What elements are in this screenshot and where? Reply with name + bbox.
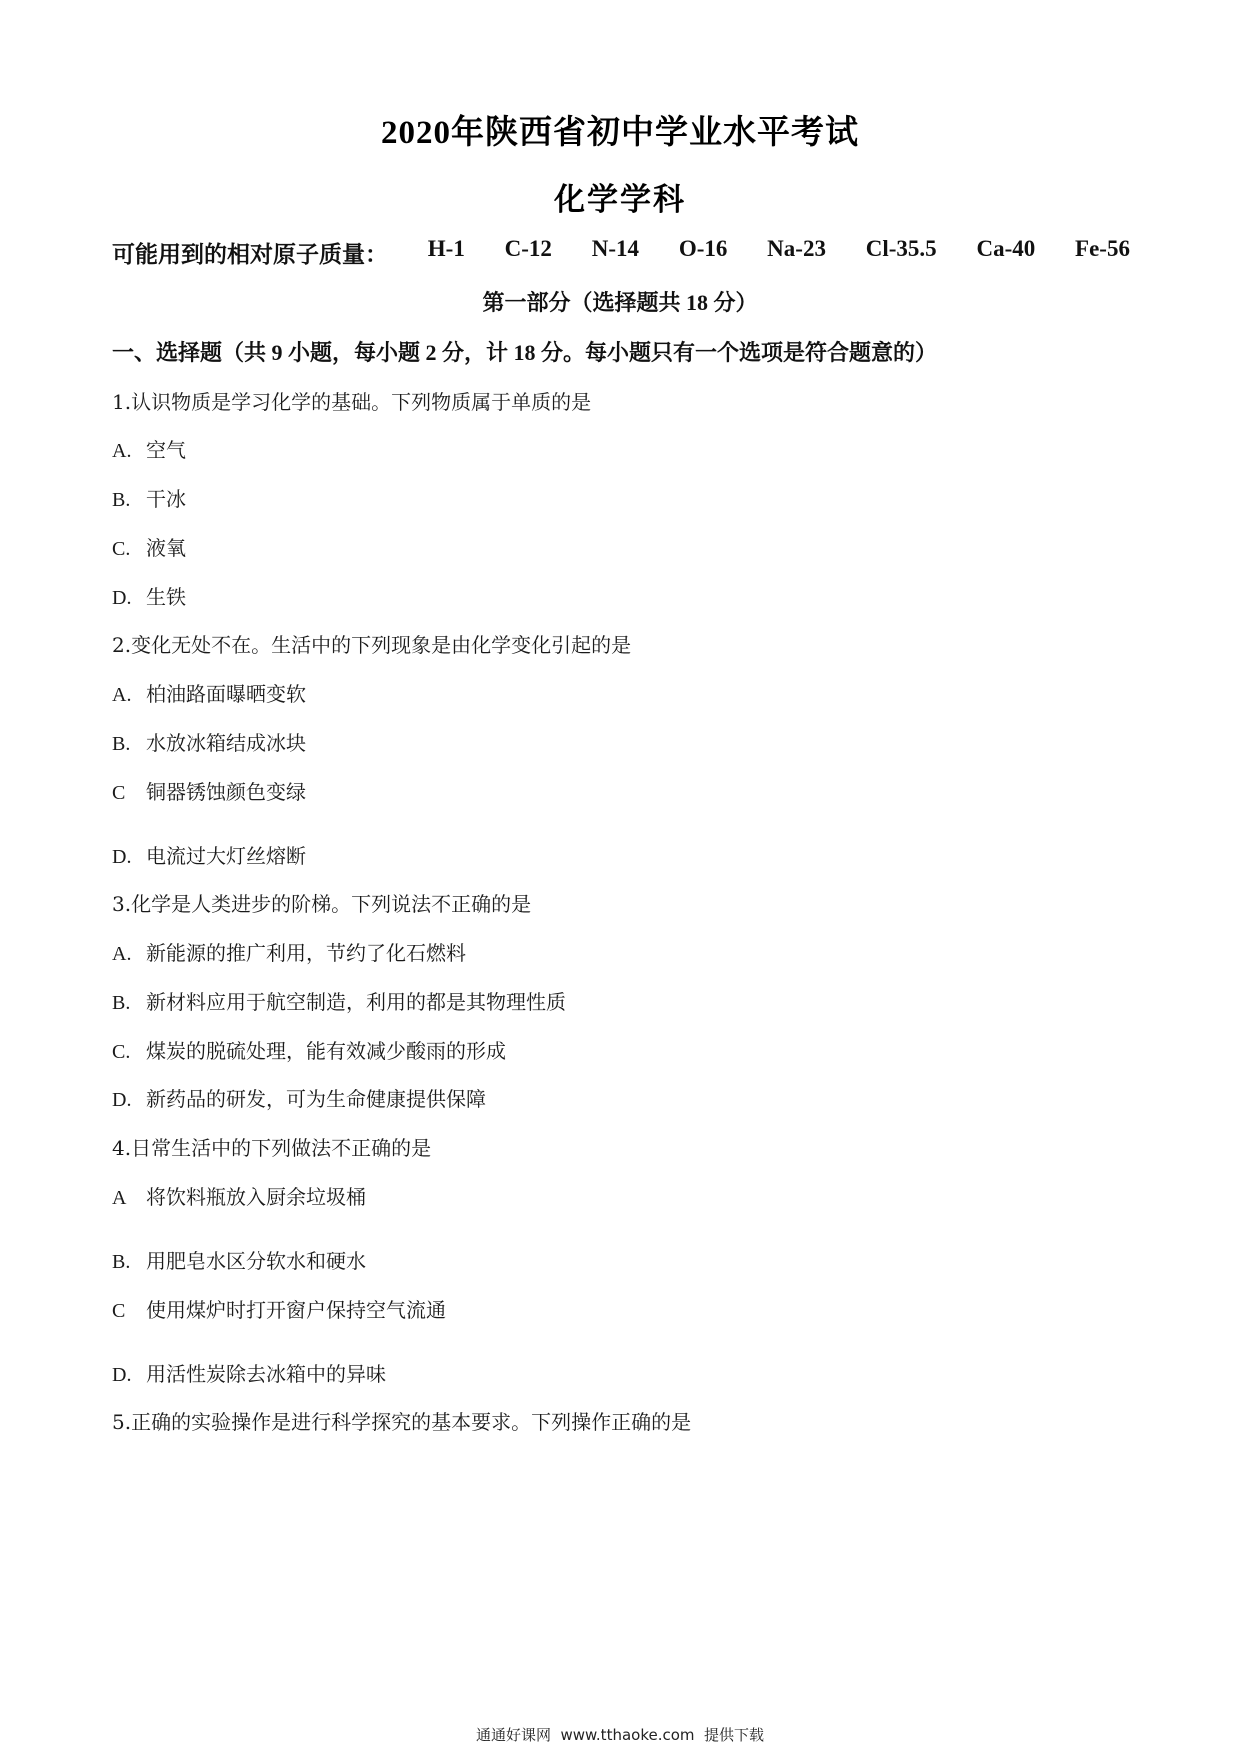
question-stem: 4.日常生活中的下列做法不正确的是	[112, 1136, 432, 1160]
option-line	[112, 986, 566, 1015]
section-title: 一、选择题（共 9 小题，每小题 2 分，计 18 分。每小题只有一个选项是符合题意的）	[112, 340, 938, 365]
option-text: 生铁	[146, 585, 186, 609]
page-footer: 通通好课网 www.tthaoke.com 提供下载	[475, 1726, 765, 1744]
atomic-mass-item: H-1	[427, 236, 465, 261]
option-text: 用肥皂水区分软水和硬水	[146, 1249, 366, 1273]
option-line	[112, 840, 306, 869]
question-stem: 3.化学是人类进步的阶梯。下列说法不正确的是	[112, 892, 532, 916]
option-line	[112, 1035, 506, 1064]
option-letter: D.	[112, 587, 132, 609]
subject-title: 化学学科	[554, 182, 686, 217]
option-line	[112, 776, 306, 805]
option-letter: D.	[112, 846, 132, 868]
option-text: 将饮料瓶放入厨余垃圾桶	[146, 1185, 366, 1209]
atomic-mass-item: N-14	[591, 236, 640, 261]
option-line	[112, 678, 306, 707]
option-letter: B.	[112, 992, 131, 1014]
question-stem: 2.变化无处不在。生活中的下列现象是由化学变化引起的是	[112, 633, 632, 657]
atomic-mass-item: Fe-56	[1075, 236, 1130, 261]
option-letter: A.	[112, 440, 132, 462]
atomic-mass-line	[112, 236, 1130, 269]
atomic-mass-item: Ca-40	[976, 236, 1036, 261]
option-line	[112, 1294, 446, 1323]
option-letter: D.	[112, 1089, 132, 1111]
option-text: 干冰	[146, 487, 186, 511]
option-letter: C	[112, 1300, 126, 1322]
option-letter: A	[112, 1187, 127, 1209]
atomic-mass-label: 可能用到的相对原子质量：	[112, 242, 388, 267]
option-line	[112, 937, 466, 966]
option-line	[112, 1358, 386, 1387]
option-text: 使用煤炉时打开窗户保持空气流通	[146, 1298, 446, 1322]
option-letter: C	[112, 782, 126, 804]
option-line	[112, 1245, 366, 1274]
option-text: 空气	[146, 438, 186, 462]
option-text: 新材料应用于航空制造，利用的都是其物理性质	[146, 990, 566, 1014]
option-line	[112, 727, 306, 756]
option-text: 用活性炭除去冰箱中的异味	[146, 1362, 386, 1386]
exam-title: 2020年陕西省初中学业水平考试	[381, 115, 859, 151]
option-text: 煤炭的脱硫处理，能有效减少酸雨的形成	[146, 1039, 506, 1063]
option-letter: A.	[112, 943, 132, 965]
option-letter: A.	[112, 684, 132, 706]
option-text: 水放冰箱结成冰块	[146, 731, 306, 755]
option-line	[112, 483, 186, 512]
atomic-mass-item: Cl-35.5	[865, 236, 937, 261]
option-text: 电流过大灯丝熔断	[146, 844, 306, 868]
option-letter: B.	[112, 489, 131, 511]
atomic-mass-item: Na-23	[767, 236, 826, 261]
option-line	[112, 1181, 366, 1210]
option-letter: B.	[112, 1251, 131, 1273]
atomic-mass-item: O-16	[678, 236, 728, 261]
part-title: 第一部分（选择题共 18 分）	[482, 290, 758, 315]
option-line	[112, 1083, 486, 1112]
option-text: 液氧	[146, 536, 186, 560]
option-letter: C.	[112, 538, 131, 560]
option-line	[112, 581, 186, 610]
option-line	[112, 434, 186, 463]
option-text: 新药品的研发，可为生命健康提供保障	[146, 1087, 486, 1111]
atomic-mass-item: C-12	[504, 236, 552, 261]
option-letter: C.	[112, 1041, 131, 1063]
option-text: 新能源的推广利用，节约了化石燃料	[146, 941, 466, 965]
option-letter: B.	[112, 733, 131, 755]
option-text: 柏油路面曝晒变软	[146, 682, 306, 706]
question-stem: 5.正确的实验操作是进行科学探究的基本要求。下列操作正确的是	[112, 1410, 692, 1434]
option-letter: D.	[112, 1364, 132, 1386]
question-stem: 1.认识物质是学习化学的基础。下列物质属于单质的是	[112, 390, 592, 414]
option-line	[112, 532, 186, 561]
option-text: 铜器锈蚀颜色变绿	[146, 780, 306, 804]
